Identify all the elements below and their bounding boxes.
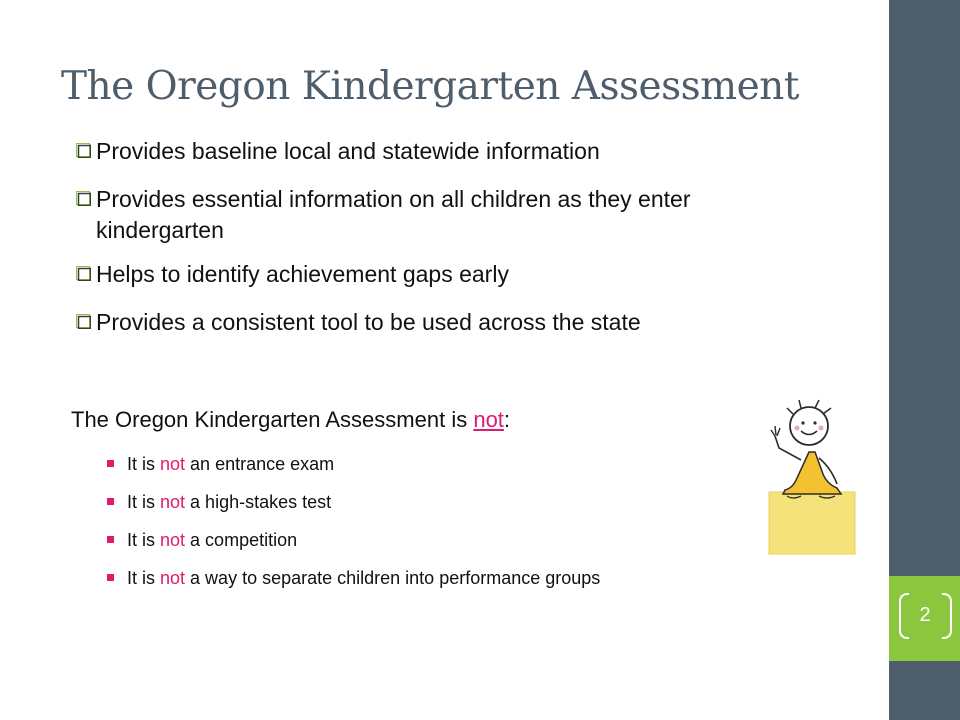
bullet-item <box>74 136 804 167</box>
child-eye <box>801 421 804 424</box>
not-list <box>107 453 600 605</box>
item-rest: a way to separate children into performance groups <box>185 568 601 588</box>
not-heading-highlight: not <box>473 407 504 432</box>
pink-square-bullet-icon <box>107 460 114 467</box>
item-prefix: It is <box>127 454 161 474</box>
slide-title: The Oregon Kindergarten Assessment <box>61 64 799 109</box>
bullet-text: Provides essential information on all children as they enter kindergarten <box>96 186 691 243</box>
item-not: not <box>160 568 186 588</box>
not-heading-suffix: : <box>503 407 511 432</box>
bullet-text: Provides baseline local and statewide information <box>96 138 600 164</box>
not-list-item <box>107 453 600 491</box>
not-list-item <box>107 529 600 567</box>
pink-square-bullet-icon <box>107 536 114 543</box>
child-cheek <box>795 426 800 431</box>
bullet-item <box>74 259 804 290</box>
child-cheek <box>819 426 824 431</box>
item-not: not <box>160 454 186 474</box>
item-rest: an entrance exam <box>185 454 335 474</box>
item-rest: a high-stakes test <box>185 492 332 512</box>
checkbox-square-icon <box>76 266 91 281</box>
not-section-heading <box>71 407 510 433</box>
item-rest: a competition <box>185 530 298 550</box>
pink-square-bullet-icon <box>107 498 114 505</box>
child-on-block-illustration <box>757 396 861 558</box>
not-list-item <box>107 491 600 529</box>
bullet-item <box>74 307 804 338</box>
bullet-text: Helps to identify achievement gaps early <box>96 261 509 287</box>
item-prefix: It is <box>127 530 161 550</box>
yellow-block <box>769 492 855 554</box>
item-prefix: It is <box>127 492 161 512</box>
child-eye <box>813 421 816 424</box>
child-left-hand <box>771 426 780 436</box>
checkbox-square-icon <box>76 314 91 329</box>
not-heading-intro: The Oregon Kindergarten Assessment is <box>71 407 474 432</box>
checkbox-square-icon <box>76 191 91 206</box>
bullet-text: Provides a consistent tool to be used across the state <box>96 309 641 335</box>
pink-square-bullet-icon <box>107 574 114 581</box>
main-bullet-list <box>74 136 804 355</box>
bullet-item <box>74 184 804 246</box>
item-not: not <box>160 530 186 550</box>
not-list-item <box>107 567 600 605</box>
checkbox-square-icon <box>76 143 91 158</box>
item-not: not <box>160 492 186 512</box>
page-number: 2 <box>919 604 931 626</box>
item-prefix: It is <box>127 568 161 588</box>
